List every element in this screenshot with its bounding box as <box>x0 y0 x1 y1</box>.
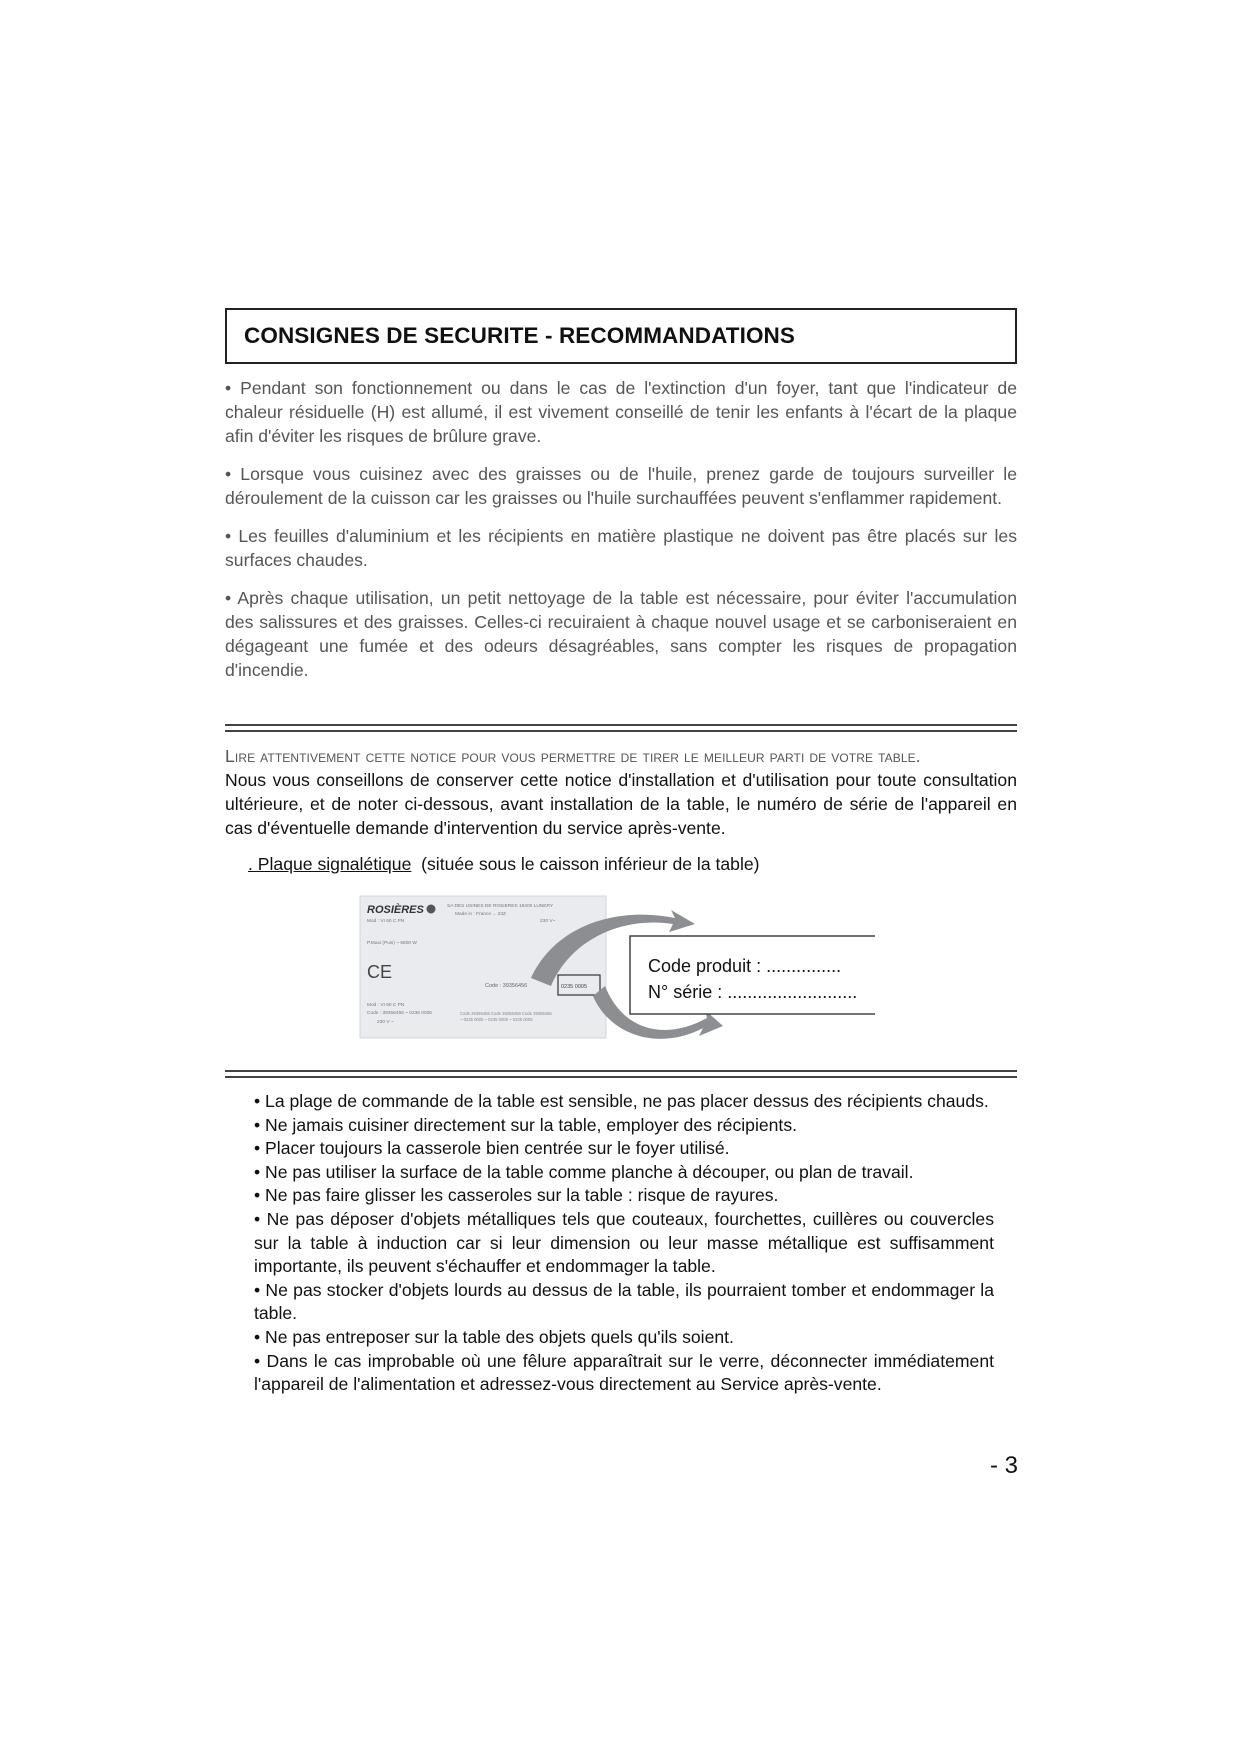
safety-paragraph: • Après chaque utilisation, un petit nettoyage de la table est nécessaire, pour éviter l'accumulation des salissures et des graisses. Celles-ci recuiraient à chaque nouvel usage et se carboniseraient en dégageant une fumée et des odeurs désagréables, sans compter les risques de propagation d'incendie. <box>225 588 1017 680</box>
plate-text: Code : 39356456 <box>485 983 528 989</box>
ce-mark: CE <box>367 962 393 982</box>
notice-section <box>225 744 1017 840</box>
plate-text: Code 39356456 Code 39356456 Code 39356456 <box>460 1011 552 1016</box>
plate-text: Code : 39356456 ~ 0235 0005 <box>367 1011 432 1016</box>
double-divider <box>225 724 1017 732</box>
plate-text: Mod : VI 60 C PN <box>367 919 405 924</box>
plate-text: Mod : VI 60 C PN <box>367 1003 405 1008</box>
list-item: • Ne pas faire glisser les casseroles sur la table : risque de rayures. <box>254 1185 779 1206</box>
rating-plate-figure <box>355 886 875 1056</box>
plate-brand: ROSIÈRES <box>367 904 424 916</box>
plate-text: SA DES USINES DE ROSIERES 18400 LUNERY <box>447 904 554 909</box>
plate-text: 0235 0005 <box>561 984 587 990</box>
page-title: CONSIGNES DE SECURITE - RECOMMANDATIONS <box>244 323 796 348</box>
double-divider <box>225 1070 1017 1078</box>
tips-section <box>254 1090 994 1397</box>
list-item: • Ne pas utiliser la surface de la table comme planche à découper, ou plan de travail. <box>254 1161 914 1182</box>
plate-text: 230 V~ <box>540 919 556 924</box>
notice-caps-line: Lire attentivement cette notice pour vous permettre de tirer le meilleur parti de votre table. <box>225 746 921 766</box>
serial-number-label: N° série : .......................... <box>648 982 858 1002</box>
page-number: - 3 <box>989 1452 1018 1479</box>
plaque-caption <box>248 854 760 875</box>
list-item: • Dans le cas improbable où une fêlure apparaîtrait sur le verre, déconnecter immédiatement l'appareil de l'alimentation et adressez-vous directement au Service après-vente. <box>254 1350 994 1395</box>
list-item: • La plage de commande de la table est sensible, ne pas placer dessus des récipients chauds. <box>254 1091 989 1111</box>
tips-list <box>254 1090 994 1397</box>
list-item: • Ne pas entreposer sur la table des objets quels qu'ils soient. <box>254 1326 734 1347</box>
brand-logo-icon <box>427 905 436 914</box>
safety-paragraph: • Les feuilles d'aluminium et les récipients en matière plastique ne doivent pas être placés sur les surfaces chaudes. <box>225 526 1017 570</box>
list-item: • Placer toujours la casserole bien centrée sur le foyer utilisé. <box>254 1138 730 1159</box>
safety-paragraph: • Pendant son fonctionnement ou dans le cas de l'extinction d'un foyer, tant que l'indicateur de chaleur résiduelle (H) est allumé, il est vivement conseillé de tenir les enfants à l'écart de la plaque afin d'éviter les risques de brûlure grave. <box>225 378 1017 446</box>
plate-text: ~ 0235 0005 ~ 0235 0005 ~ 0235 0005 <box>460 1017 533 1022</box>
list-item: • Ne pas stocker d'objets lourds au dessus de la table, ils pourraient tomber et endommager la table. <box>254 1279 994 1324</box>
plate-text: 230 V ~ <box>377 1020 394 1025</box>
notice-body: Nous vous conseillons de conserver cette notice d'installation et d'utilisation pour toute consultation ultérieure, et de noter ci-dessous, avant installation de la table, le numéro de série de l'appareil en cas d'éventuelle demande d'intervention du service après-vente. <box>225 770 1017 838</box>
section-title-box <box>225 308 1017 364</box>
safety-section <box>225 376 1017 696</box>
list-item: • Ne pas déposer d'objets métalliques tels que couteaux, fourchettes, cuillères ou couvercles sur la table à induction car si leur dimension ou leur masse métallique est suffisamment importante, ils peuvent s'échauffer et endommager la table. <box>254 1208 994 1277</box>
plate-text: Made in : France ... 23Z <box>455 912 506 917</box>
safety-paragraph: • Lorsque vous cuisinez avec des graisses ou de l'huile, prenez garde de toujours surveiller le déroulement de la cuisson car les graisses ou l'huile surchauffées peuvent s'enflammer rapidement. <box>225 464 1017 508</box>
plaque-note: (située sous le caisson inférieur de la table) <box>421 854 760 874</box>
list-item: • Ne jamais cuisiner directement sur la table, employer des récipients. <box>254 1114 798 1135</box>
code-produit-label: Code produit : ............... <box>648 956 842 976</box>
plaque-label: . Plaque signalétique <box>248 854 412 874</box>
plate-text: P.Maxi (Puis) ~ 6800 W <box>367 941 417 946</box>
